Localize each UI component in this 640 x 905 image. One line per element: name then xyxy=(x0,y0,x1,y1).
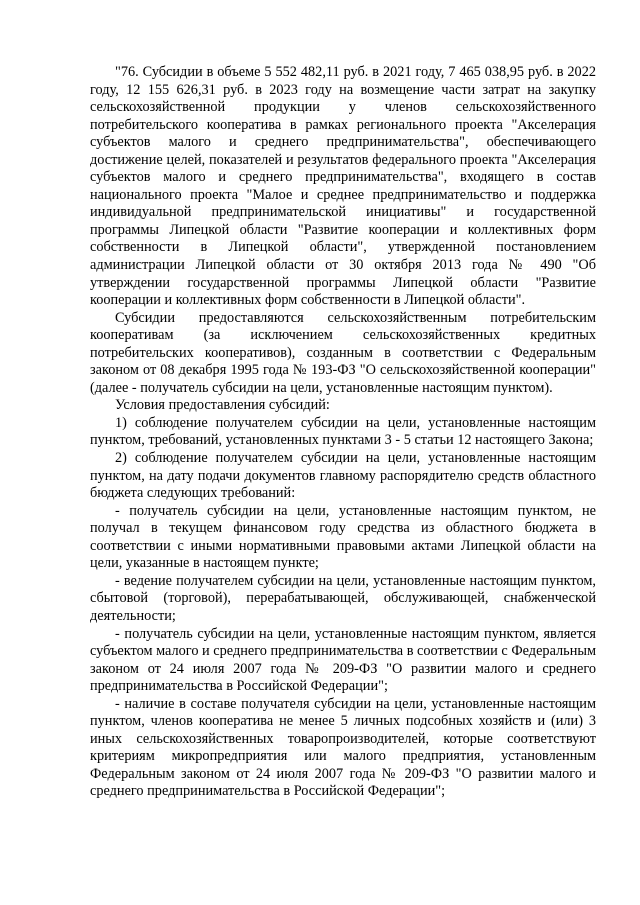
paragraph-requirement-members: - наличие в составе получателя субсидии на цели, установленные настоящим пунктом, членов кооператива не менее 5 личных подсобных хозяйств и (или) 3 иных сельскохозяйственных товаропроизводителей, которые соответствуют критериям микропредприятия или малого предприятия, установленным Федеральным законом от 24 июля 2007 года № 209-ФЗ "О развитии малого и среднего предпринимательства в Российской Федерации"; xyxy=(90,695,596,800)
paragraph-recipients: Субсидии предоставляются сельскохозяйственным потребительским кооперативам (за исключением сельскохозяйственных кредитных потребительских кооперативов), созданным в соответствии с Федеральным законом от 08 декабря 1995 года № 193-ФЗ "О сельскохозяйственной кооперации" (далее - получатель субсидии на цели, установленные настоящим пунктом). xyxy=(90,309,596,396)
paragraph-conditions-heading: Условия предоставления субсидий: xyxy=(115,397,330,414)
paragraph-condition-2: 2) соблюдение получателем субсидии на цели, установленные настоящим пунктом, на дату подачи документов главному распорядителю средств областного бюджета следующих требований: xyxy=(90,450,596,502)
document-body xyxy=(90,64,596,801)
paragraph-requirement-no-other-funds: - получатель субсидии на цели, установленные настоящим пунктом, не получал в текущем финансовом году средства из областного бюджета в соответствии с иными нормативными правовыми актами Липецкой области на цели, указанные в настоящем пункте; xyxy=(90,502,596,572)
paragraph-requirement-activity: - ведение получателем субсидии на цели, установленные настоящим пунктом, сбытовой (торговой), перерабатывающей, обслуживающей, снабженческой деятельности; xyxy=(90,572,596,624)
paragraph-subsidy-76: "76. Субсидии в объеме 5 552 482,11 руб. в 2021 году, 7 465 038,95 руб. в 2022 году, 12 155 626,31 руб. в 2023 году на возмещение части затрат на закупку сельскохозяйственной продукции у членов сельскохозяйственного потребительского кооператива в рамках регионального проекта "Акселерация субъектов малого и среднего предпринимательства", обеспечивающего достижение целей, показателей и результатов федерального проекта "Акселерация субъектов малого и среднего предпринимательства", входящего в состав национального проекта "Малое и среднее предпринимательство и поддержка индивидуальной предпринимательской инициативы" и государственной программы Липецкой области "Развитие кооперации и коллективных форм собственности в Липецкой области", утвержденной постановлением администрации Липецкой области от 30 октября 2013 года № 490 "Об утверждении государственной программы Липецкой области "Развитие кооперации и коллективных форм собственности в Липецкой области". xyxy=(90,64,596,309)
paragraph-requirement-sme: - получатель субсидии на цели, установленные настоящим пунктом, является субъектом малого и среднего предпринимательства в соответствии с Федеральным законом от 24 июля 2007 года № 209-ФЗ "О развитии малого и среднего предпринимательства в Российской Федерации"; xyxy=(90,625,596,695)
paragraph-condition-1: 1) соблюдение получателем субсидии на цели, установленные настоящим пунктом, требований, установленных пунктами 3 - 5 статьи 12 настоящего Закона; xyxy=(90,414,596,449)
